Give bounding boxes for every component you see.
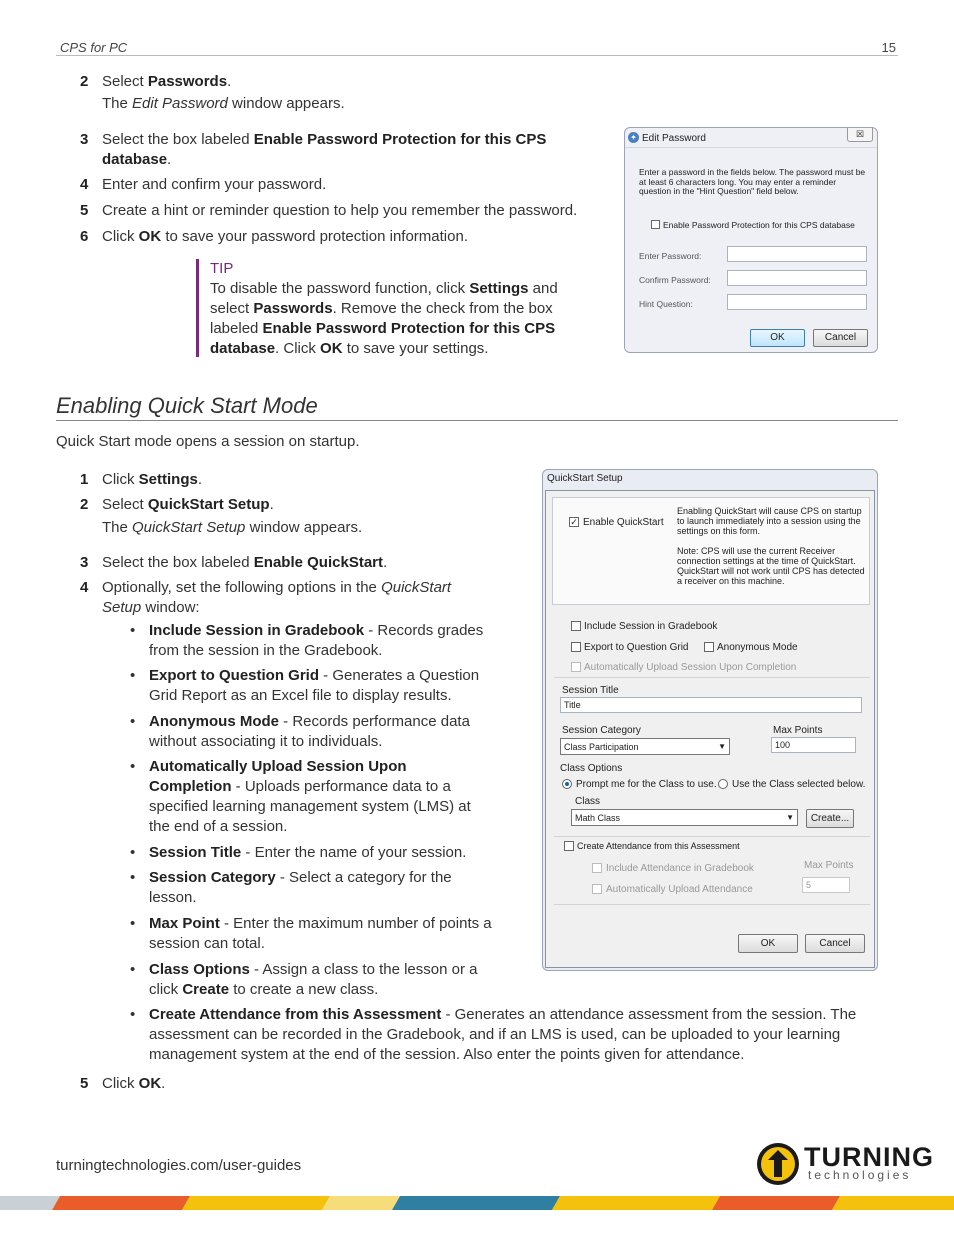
step-number: 1 xyxy=(80,471,89,488)
step-text: Select QuickStart Setup. xyxy=(102,496,274,513)
step-text: Select Passwords. xyxy=(102,73,232,90)
section-intro: Quick Start mode opens a session on startup. xyxy=(56,433,360,450)
step-text: Click Settings. xyxy=(102,471,203,488)
session-title-label: Session Title xyxy=(562,685,619,696)
use-class-radio[interactable] xyxy=(718,779,728,789)
step-text: Optionally, set the following options in the QuickStart Setup window: xyxy=(102,579,452,616)
auto-upload-label: Automatically Upload Session Upon Completion xyxy=(584,662,797,673)
bullet-text: Automatically Upload Session Upon Completion - Uploads performance data to a specified learning management system (LMS) at the end of a session. xyxy=(149,758,471,835)
anonymous-label: Anonymous Mode xyxy=(717,642,798,653)
prompt-class-radio[interactable] xyxy=(562,779,572,789)
close-icon[interactable]: ☒ xyxy=(847,128,873,142)
step-text: Enter and confirm your password. xyxy=(102,176,327,193)
include-gradebook-label: Include Session in Gradebook xyxy=(584,621,718,632)
step-text: Select the box labeled Enable Password Protection for this CPS database. xyxy=(102,131,547,168)
step-number: 5 xyxy=(80,202,89,219)
header-divider xyxy=(56,55,898,56)
section-title: Enabling Quick Start Mode xyxy=(56,393,318,418)
session-title-input[interactable]: Title xyxy=(560,697,862,713)
step-number: 2 xyxy=(80,73,89,90)
include-attendance-label: Include Attendance in Gradebook xyxy=(606,863,754,874)
step-number: 5 xyxy=(80,1075,89,1092)
divider xyxy=(554,904,870,905)
step-number: 2 xyxy=(80,496,89,513)
logo-word: TURNING xyxy=(804,1142,934,1172)
max-points-input[interactable]: 100 xyxy=(771,737,856,753)
auto-upload-attendance-checkbox[interactable] xyxy=(592,884,602,894)
confirm-password-label: Confirm Password: xyxy=(639,275,711,285)
step-text: Create a hint or reminder question to help you remember the password. xyxy=(102,202,578,219)
quickstart-dialog xyxy=(542,469,878,971)
quickstart-enable-panel xyxy=(552,497,870,605)
export-grid-checkbox[interactable] xyxy=(571,642,581,652)
auto-upload-attendance-label: Automatically Upload Attendance xyxy=(606,884,753,895)
enable-info-text: Enabling QuickStart will cause CPS on startup to launch immediately into a session using the settings on this form. xyxy=(677,506,862,536)
create-button[interactable]: Create... xyxy=(806,809,854,828)
anonymous-checkbox[interactable] xyxy=(704,642,714,652)
include-attendance-checkbox[interactable] xyxy=(592,863,602,873)
ok-button[interactable]: OK xyxy=(738,934,798,953)
step-text: Click OK to save your password protection information. xyxy=(102,228,468,245)
tip-box xyxy=(196,259,566,357)
divider xyxy=(554,836,870,837)
enable-password-checkbox[interactable] xyxy=(651,220,660,229)
class-select[interactable]: Math Class ▼ xyxy=(571,809,798,826)
logo-subword: technologies xyxy=(808,1168,912,1182)
chevron-down-icon: ▼ xyxy=(718,742,726,751)
class-options-label: Class Options xyxy=(560,763,623,774)
ok-button[interactable]: OK xyxy=(750,329,805,347)
chevron-down-icon: ▼ xyxy=(786,813,794,822)
edit-password-dialog xyxy=(624,127,878,353)
bullet-text: Create Attendance from this Assessment - Generates an attendance assessment from the session. The assessment can be recorded in the Gradebook, and if an LMS is used, can be uploaded to your learning management system at the end of the session. Also enter the points given for attendance. xyxy=(149,1006,857,1063)
use-class-label: Use the Class selected below. xyxy=(732,779,866,790)
enable-quickstart-label: Enable QuickStart xyxy=(583,517,664,528)
turning-logo xyxy=(756,1141,934,1187)
step-text: Click OK. xyxy=(102,1075,166,1092)
step-text: Select the box labeled Enable QuickStart. xyxy=(102,554,388,571)
step-subtext-text: The Edit Password window appears. xyxy=(102,95,345,112)
dialog-title: QuickStart Setup xyxy=(547,473,623,484)
session-category-label: Session Category xyxy=(562,725,641,736)
session-category-select[interactable]: Class Participation ▼ xyxy=(560,738,730,755)
bullet-text: Class Options - Assign a class to the lesson or a click Create to create a new class. xyxy=(149,961,478,998)
enter-password-label: Enter Password: xyxy=(639,251,702,261)
footer-url[interactable]: turningtechnologies.com/user-guides xyxy=(56,1157,302,1174)
cancel-button[interactable]: Cancel xyxy=(805,934,865,953)
step-subtext-text: The QuickStart Setup window appears. xyxy=(102,519,363,536)
enter-password-field[interactable] xyxy=(727,246,867,262)
hint-question-field[interactable] xyxy=(727,294,867,310)
class-label: Class xyxy=(575,796,601,807)
step-number: 6 xyxy=(80,228,89,245)
bullet-text: Session Title - Enter the name of your session. xyxy=(149,844,467,861)
prompt-class-label: Prompt me for the Class to use. xyxy=(576,779,717,790)
running-header: CPS for PC xyxy=(60,40,128,55)
create-attendance-label: Create Attendance from this Assessment xyxy=(577,841,740,851)
footer-color-bar xyxy=(0,1196,954,1210)
dialog-titlebar xyxy=(625,128,877,148)
bullet-text: Include Session in Gradebook - Records grades from the session in the Gradebook. xyxy=(149,622,484,659)
step-number: 3 xyxy=(80,131,89,148)
logo-mark-icon xyxy=(756,1141,802,1187)
att-max-points-input[interactable]: 5 xyxy=(802,877,850,893)
step-number: 4 xyxy=(80,579,89,596)
tip-text: To disable the password function, click Settings and select Passwords. Remove the check from the box labeled Enable Password Protection for this CPS database. Click OK to save your settings. xyxy=(210,280,558,357)
checkbox-label: Enable Password Protection for this CPS database xyxy=(663,220,855,230)
include-gradebook-checkbox[interactable] xyxy=(571,621,581,631)
divider xyxy=(554,677,870,678)
step-number: 3 xyxy=(80,554,89,571)
confirm-password-field[interactable] xyxy=(727,270,867,286)
bullet-text: Anonymous Mode - Records performance data without associating it to individuals. xyxy=(149,713,470,750)
bullet-text: Max Point - Enter the maximum number of points a session can total. xyxy=(149,915,492,952)
create-attendance-checkbox[interactable] xyxy=(564,841,574,851)
bullet-text: Session Category - Select a category for the lesson. xyxy=(149,869,452,906)
section-divider xyxy=(56,420,898,421)
max-points-label: Max Points xyxy=(773,725,823,736)
auto-upload-checkbox[interactable] xyxy=(571,662,581,672)
enable-quickstart-checkbox[interactable]: ✓ xyxy=(570,517,578,527)
tip-heading: TIP xyxy=(210,260,234,277)
att-max-points-label: Max Points xyxy=(804,860,854,871)
export-grid-label: Export to Question Grid xyxy=(584,642,689,653)
page-number: 15 xyxy=(881,40,896,55)
bullet-text: Export to Question Grid - Generates a Question Grid Report as an Excel file to display results. xyxy=(149,667,480,704)
hint-question-label: Hint Question: xyxy=(639,299,693,309)
dialog-description: Enter a password in the fields below. The password must be at least 6 characters long. You may enter a reminder question in the "Hint Question" field below. xyxy=(639,167,866,196)
dialog-title: Edit Password xyxy=(642,133,706,144)
app-icon: ✦ xyxy=(628,132,639,143)
cancel-button[interactable]: Cancel xyxy=(813,329,868,347)
dialog-body xyxy=(545,490,875,968)
step-number: 4 xyxy=(80,176,89,193)
note-text: Note: CPS will use the current Receiver connection settings at the time of QuickStart. QuickStart will not work until CPS has detected a receiver on this machine. xyxy=(677,546,865,586)
